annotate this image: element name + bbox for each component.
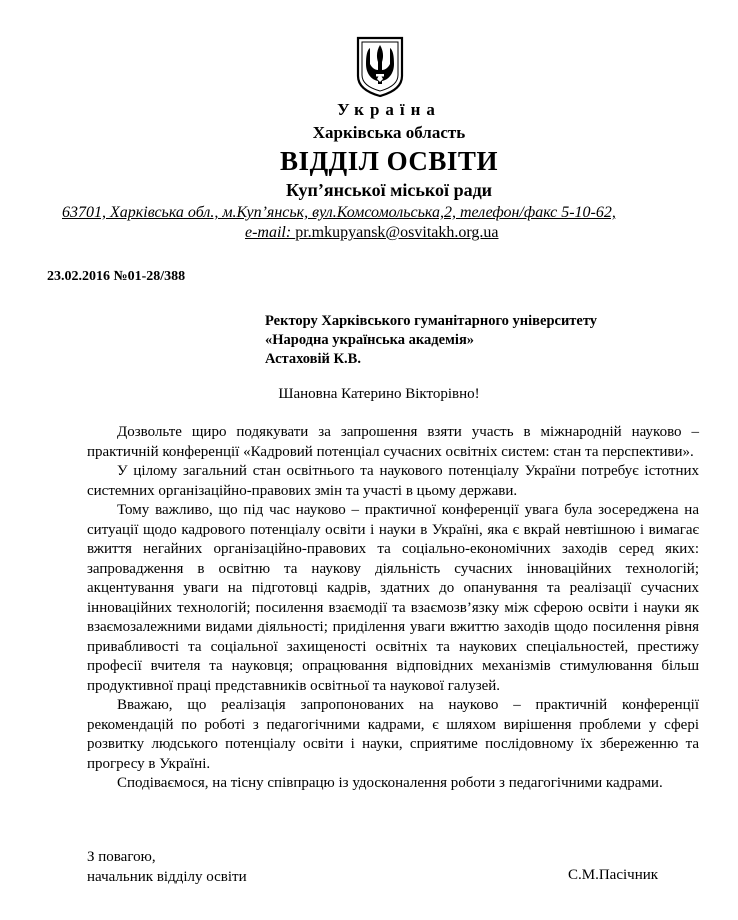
- tryzub-emblem-icon: [356, 36, 404, 98]
- recipient-block: [265, 312, 597, 369]
- recipient-line-3: Астаховій К.В.: [265, 351, 361, 367]
- header-region: Харківська область: [312, 123, 466, 142]
- email-link[interactable]: pr.mkupyansk@osvitakh.org.ua: [295, 224, 499, 241]
- closing-position: начальник відділу освіти: [87, 868, 247, 885]
- header-department: ВІДДІЛ ОСВІТИ: [280, 146, 498, 176]
- closing-block: [87, 848, 247, 887]
- body-paragraph: У цілому загальний стан освітнього та наукового потенціалу України потребує істотних системних організаційно-правових змін та участі в цьому держави.: [87, 463, 699, 499]
- closing-regards: З повагою,: [87, 849, 156, 865]
- recipient-line-1: Ректору Харківського гуманітарного університету: [265, 313, 598, 329]
- header-council: Куп’янської міської ради: [285, 180, 493, 200]
- header-country: Україна: [337, 100, 441, 119]
- signer-name: С.М.Пасічник: [568, 867, 659, 883]
- header-address: 63701, Харківська обл., м.Куп’янськ, вул.Комсомольська,2, телефон/факс 5-10-62,: [62, 204, 616, 221]
- header-email-line: [245, 224, 499, 242]
- body-paragraph: Тому важливо, що під час науково – практичної конференції увага була зосереджена на ситуації щодо кадрового потенціалу освіти і науки в Україні, яка є вкрай невтішною і вимагає вжиття негайних організаційно-правових та соціально-економічних заходів серед яких: запровадження в освітню та наукову діяльність сучасних інноваційних технологій; акцентування уваги на підготовці кадрів, здатних до опанування та реалізації сучасних інноваційних технологій; посилення взаємодії та взаємозв’язку між сферою освіти і науки як взаємозалежними видами діяльності; приділення уваги вжиттю заходів щодо посилення рівня привабливості та соціальної захищеності освітніх та наукових спеціальностей, престижу професії вчителя та науковця; опрацювання відповідних механізмів стимулювання більш продуктивної праці представників освітньої та наукової галузей.: [87, 502, 699, 694]
- salutation: Шановна Катерино Вікторівно!: [278, 386, 480, 402]
- body-paragraph: Дозвольте щиро подякувати за запрошення взяти участь в міжнародній науково – практичній конференції «Кадровий потенціал сучасних освітніх систем: стан та перспективи».: [87, 424, 699, 460]
- document-number: 23.02.2016 №01-28/388: [47, 269, 186, 284]
- letter-body: [87, 423, 699, 794]
- body-paragraph: Сподіваємося, на тісну співпрацю із удосконалення роботи з педагогічними кадрами.: [117, 775, 663, 791]
- email-label: e-mail:: [245, 224, 296, 241]
- recipient-line-2: «Народна українська академія»: [265, 332, 475, 348]
- body-paragraph: Вважаю, що реалізація запропонованих на науково – практичній конференції рекомендацій по роботі з педагогічними кадрами, є шляхом вирішення проблеми у сфері розвитку людського потенціалу освіти і науки, сприятиме послідовному їх збереженню та прогресу в Україні.: [87, 697, 699, 772]
